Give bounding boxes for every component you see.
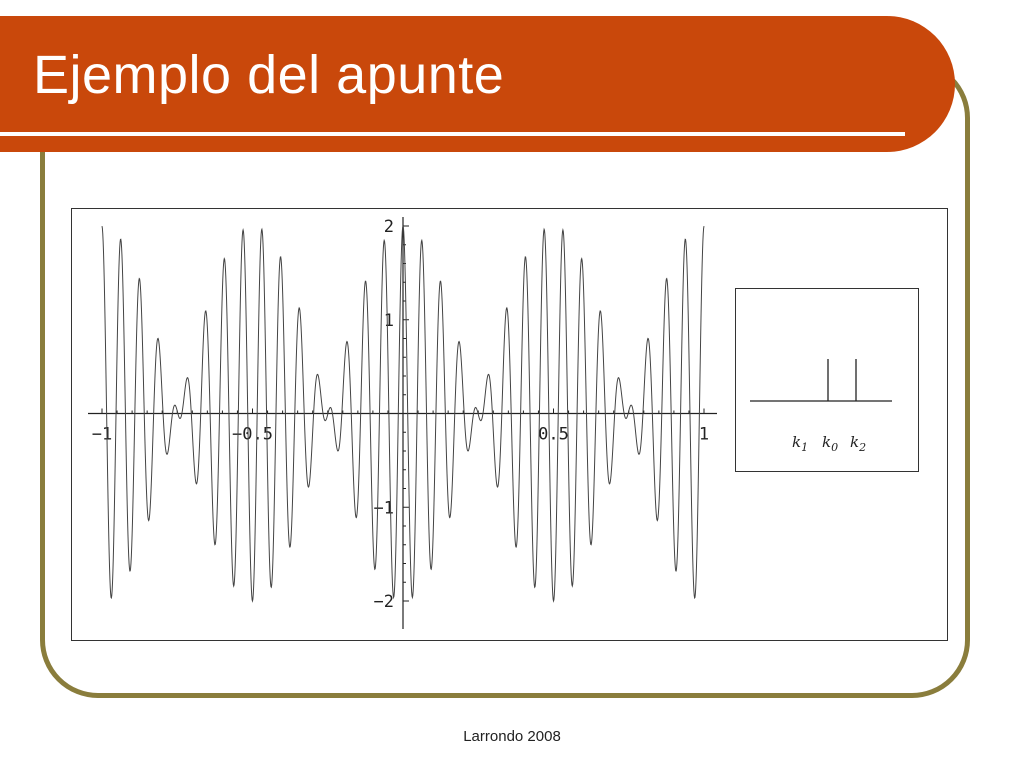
y-tick-label: −1 xyxy=(373,498,394,519)
y-tick-label: 2 xyxy=(383,217,394,237)
y-tick-label: −2 xyxy=(373,592,394,612)
spectrum-label-k1: $k_1$ xyxy=(792,433,809,454)
spectrum-label-subscript: 2 xyxy=(859,441,867,454)
slide-title: Ejemplo del apunte xyxy=(33,45,505,105)
spectrum-label-subscript: 0 xyxy=(831,441,839,454)
y-tick-label: 1 xyxy=(383,310,394,331)
x-tick-label: −0.5 xyxy=(232,424,273,445)
spectrum-inset-plot xyxy=(736,289,918,471)
slide-footer: Larrondo 2008 xyxy=(463,728,561,745)
x-tick-label: −1 xyxy=(91,424,113,445)
title-rule xyxy=(0,132,905,136)
spectrum-label-subscript: 1 xyxy=(801,441,809,454)
spectrum-label-k0: $k_0$ xyxy=(822,433,839,454)
spectrum-label-k2: $k_2$ xyxy=(850,433,867,454)
x-tick-label: 0.5 xyxy=(538,424,569,445)
spectrum-inset xyxy=(735,288,919,472)
x-tick-label: 1 xyxy=(698,424,710,445)
